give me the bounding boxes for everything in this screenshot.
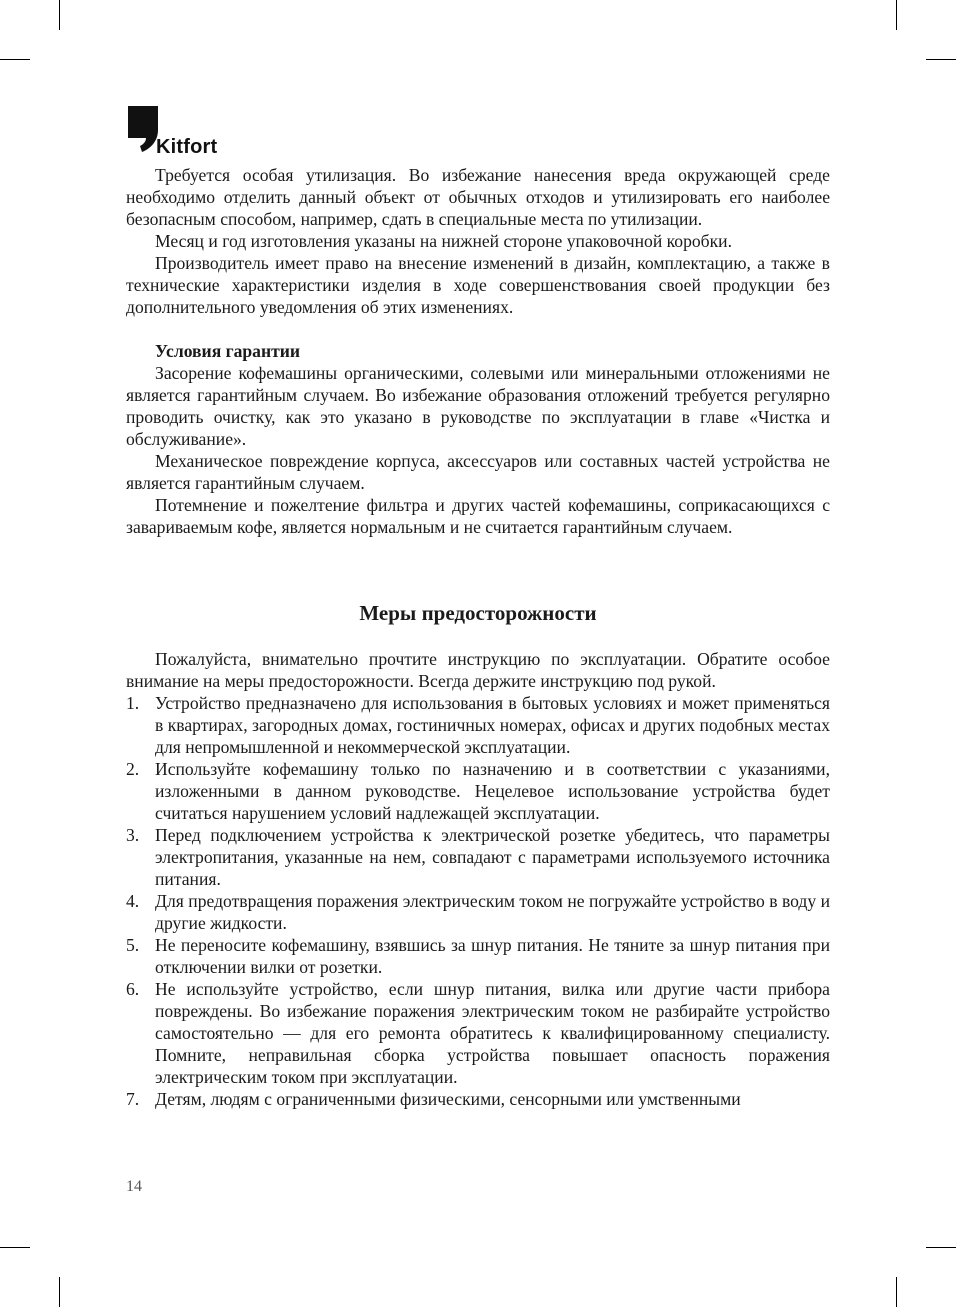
precautions-intro: Пожалуйста, внимательно прочтите инструкцию по эксплуатации. Обратите особое внимание на меры предосторожности. Всегда держите инструкцию под рукой.	[126, 649, 830, 691]
list-item: 3. Перед подключением устройства к электрической розетке убедитесь, что параметры электропитания, указанные на нем, совпадают с параметрами используемого источника питания.	[126, 825, 830, 889]
list-item: 5. Не переносите кофемашину, взявшись за шнур питания. Не тяните за шнур питания при отключении вилки от розетки.	[126, 935, 830, 977]
disposal-paragraph: Требуется особая утилизация. Во избежание нанесения вреда окружающей среде необходимо отделить данный объект от обычных отходов и утилизировать его наиболее безопасным способом, например, сдать в специальные места по утилизации.	[126, 165, 830, 229]
crop-mark	[926, 59, 956, 60]
warranty-heading: Условия гарантии	[155, 341, 301, 361]
brand-name: Kitfort	[156, 136, 218, 158]
list-item: 6. Не используйте устройство, если шнур питания, вилка или другие части прибора повреждены. Во избежание поражения электрическим током не разбирайте устройство самостоятельно — для его ремонта обратитесь к квалифицированному специалисту. Помните, неправильная сборка устройства повышает опасность поражения электрическим током при эксплуатации.	[126, 979, 830, 1087]
warranty-paragraph: Засорение кофемашины органическими, солевыми или минеральными отложениями не является гарантийным случаем. Во избежание образования отложений требуется регулярно проводить очистку, как это указано в руководстве по эксплуатации в главе «Чистка и обслуживание».	[126, 363, 830, 449]
page-number: 14	[126, 1178, 142, 1195]
crop-mark	[59, 1277, 60, 1307]
crop-mark	[896, 1277, 897, 1307]
crop-mark	[59, 0, 60, 30]
list-item: 4. Для предотвращения поражения электрическим током не погружайте устройство в воду и другие жидкости.	[126, 891, 830, 933]
crop-mark	[926, 1247, 956, 1248]
manufacturer-rights-paragraph: Производитель имеет право на внесение изменений в дизайн, комплектацию, а также в технические характеристики изделия в ходе совершенствования своей продукции без дополнительного уведомления об этих изменениях.	[126, 253, 830, 317]
manufacture-date-paragraph: Месяц и год изготовления указаны на нижней стороне упаковочной коробки.	[155, 231, 732, 251]
brand-logo	[126, 106, 286, 158]
precautions-list	[126, 692, 830, 1110]
list-item: 2. Используйте кофемашину только по назначению и в соответствии с указаниями, изложенными в данном руководстве. Нецелевое использование устройства будет считаться нарушением условий надлежащей эксплуатации.	[126, 759, 830, 823]
crop-mark	[896, 0, 897, 30]
warranty-paragraph: Механическое повреждение корпуса, аксессуаров или составных частей устройства не является гарантийным случаем.	[126, 451, 830, 493]
section-title: Меры предосторожности	[359, 601, 597, 625]
page-content	[126, 164, 830, 1110]
kitfort-logo-icon	[126, 106, 160, 156]
list-item: 7. Детям, людям с ограниченными физическими, сенсорными или умственными	[126, 1089, 741, 1109]
crop-mark	[0, 59, 30, 60]
list-item: 1. Устройство предназначено для использования в бытовых условиях и может применяться в квартирах, загородных домах, гостиничных номерах, офисах и других подобных местах для непромышленной и некоммерческой эксплуатации.	[126, 693, 830, 757]
warranty-paragraph: Потемнение и пожелтение фильтра и других частей кофемашины, соприкасающихся с завариваемым кофе, является нормальным и не считается гарантийным случаем.	[126, 495, 830, 537]
crop-mark	[0, 1247, 30, 1248]
